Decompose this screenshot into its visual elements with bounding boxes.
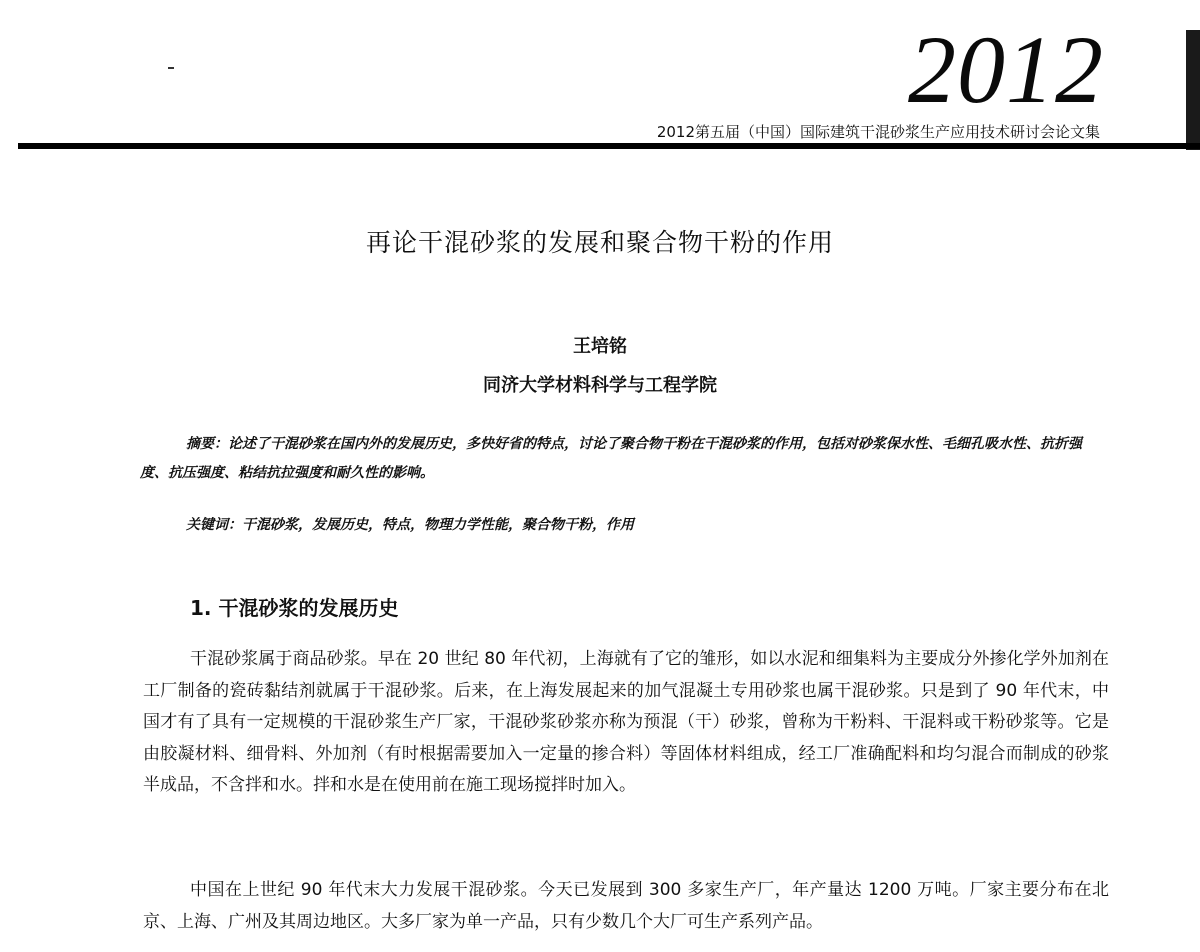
proceedings-year: 2012 [908,16,1104,123]
keywords: 关键词：干混砂浆，发展历史，特点，物理力学性能，聚合物干粉，作用 [186,517,634,533]
abstract: 摘要：论述了干混砂浆在国内外的发展历史，多快好省的特点，讨论了聚合物干粉在干混砂浆的作用，包括对砂浆保水性、毛细孔吸水性、抗折强度、抗压强度、粘结抗拉强度和耐久性的影响。 [140,436,1082,481]
proceedings-series-title: 2012第五届（中国）国际建筑干混砂浆生产应用技术研讨会论文集 [656,123,1100,141]
scan-speck [168,67,174,69]
body-paragraph: 干混砂浆属于商品砂浆。早在 20 世纪 80 年代初，上海就有了它的雏形，如以水泥和细集料为主要成分外掺化学外加剂在工厂制备的瓷砖黏结剂就属于干混砂浆。后来，在上海发展起来的加气混凝土专用砂浆也属干混砂浆。只是到了 90 年代末，中国才有了具有一定规模的干混砂浆生产厂家，干混砂浆砂浆亦称为预混（干）砂浆，曾称为干粉料、干混料或干粉砂浆等。它是由胶凝材料、细骨料、外加剂（有时根据需要加入一定量的掺合料）等固体材料组成，经工厂准确配料和均匀混合而制成的砂浆半成品，不含拌和水。拌和水是在使用前在施工现场搅拌时加入。 [143,649,1109,795]
author-affiliation: 同济大学材料科学与工程学院 [483,375,717,396]
scan-edge-mark [1186,30,1200,150]
author-name: 王培铭 [573,336,627,357]
header-rule [18,143,1200,149]
body-paragraph: 中国在上世纪 90 年代末大力发展干混砂浆。今天已发展到 300 多家生产厂，年产量达 1200 万吨。厂家主要分布在北京、上海、广州及其周边地区。大多厂家为单一产品，只有少数几个大厂可生产系列产品。 [143,880,1109,932]
section-heading: 1. 干混砂浆的发展历史 [190,596,399,620]
paper-title: 再论干混砂浆的发展和聚合物干粉的作用 [365,228,834,257]
